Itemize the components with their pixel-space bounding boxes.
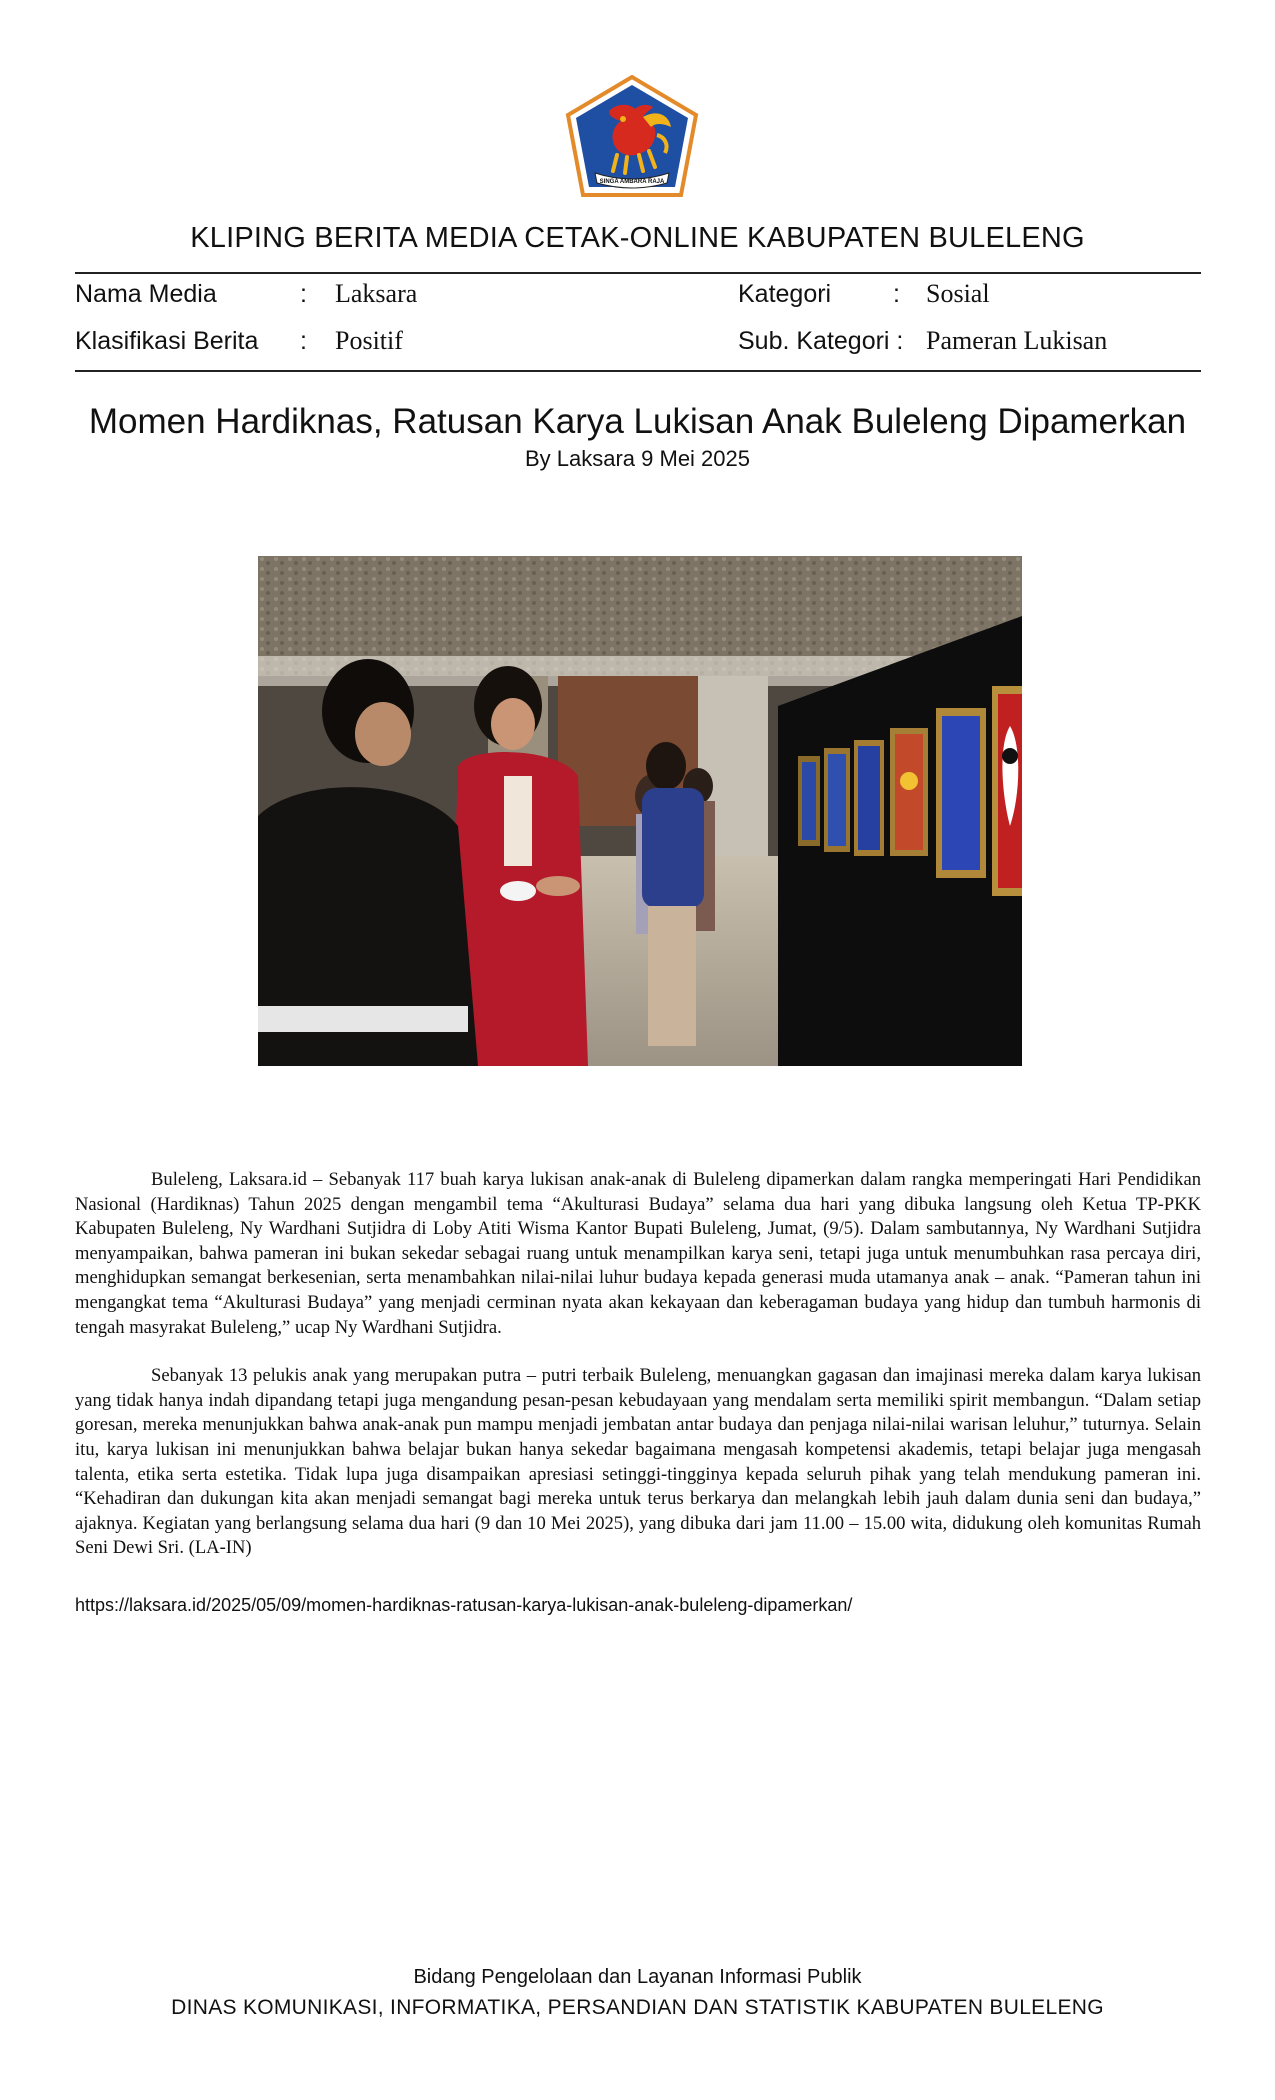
header-rule-top — [75, 272, 1201, 274]
logo-motto: SINGA AMBARA RAJA — [599, 179, 665, 185]
nama-media-colon: : — [300, 280, 307, 308]
footer-agency: DINAS KOMUNIKASI, INFORMATIKA, PERSANDIAN DAN STATISTIK KABUPATEN BULELENG — [171, 1996, 1104, 2019]
meta-kategori — [738, 278, 1198, 310]
meta-klasifikasi — [75, 325, 675, 357]
meta-nama-media — [75, 278, 675, 310]
sub-kategori-label: Sub. Kategori : — [738, 327, 904, 355]
meta-sub-kategori — [738, 325, 1198, 357]
kategori-value: Sosial — [926, 279, 990, 308]
article-source-url: https://laksara.id/2025/05/09/momen-hardiknas-ratusan-karya-lukisan-anak-buleleng-dipamerkan/ — [75, 1595, 853, 1615]
klasifikasi-colon: : — [300, 327, 307, 355]
article-title: Momen Hardiknas, Ratusan Karya Lukisan Anak Buleleng Dipamerkan — [88, 402, 1187, 441]
article-body — [75, 1168, 1201, 1585]
exhibition-photo — [258, 556, 1022, 1066]
article-paragraph-2: Sebanyak 13 pelukis anak yang merupakan putra – putri terbaik Buleleng, menuangkan gagasan dan imajinasi mereka dalam karya lukisan yang tidak hanya indah dipandang tetapi juga mengandung pesan-pesan kebudayaan yang mendalam serta memiliki spirit membangun. “Dalam setiap goresan, mereka menunjukkan bahwa anak-anak pun mampu menjadi jembatan antar budaya dan penjaga nilai-nilai warisan leluhur,” tuturnya. Selain itu, karya lukisan ini menunjukkan bahwa belajar bukan hanya sekedar bagaimana mengasah kompetensi akademis, tetapi belajar juga mengasah talenta, etika serta estetika. Tidak lupa juga disampaikan apresiasi setinggi-tingginya kepada seluruh pihak yang telah mendukung pameran ini. “Kehadiran dan dukungan kita akan menjadi semangat bagi mereka untuk terus berkarya dan melangkah lebih jauh dalam dunia seni dan budaya,” ajaknya. Kegiatan yang berlangsung selama dua hari (9 dan 10 Mei 2025), yang dibuka dari jam 11.00 – 15.00 wita, didukung oleh komunitas Rumah Seni Dewi Sri. (LA-IN) — [75, 1365, 1201, 1559]
article-byline: By Laksara 9 Mei 2025 — [524, 446, 751, 471]
nama-media-value: Laksara — [335, 279, 418, 308]
article-paragraph-1: Buleleng, Laksara.id – Sebanyak 117 buah karya lukisan anak-anak di Buleleng dipamerkan dalam rangka memperingati Hari Pendidikan Nasional (Hardiknas) Tahun 2025 dengan mengambil tema “Akulturasi Budaya” selama dua hari yang dibuka langsung oleh Ketua TP-PKK Kabupaten Buleleng, Ny Wardhani Sutjidra di Loby Atiti Wisma Kantor Bupati Buleleng, Jumat, (9/5). Dalam sambutannya, Ny Wardhani Sutjidra menyampaikan, bahwa pameran ini bukan sekedar sebagai ruang untuk menampilkan karya seni, tetapi juga untuk menumbuhkan rasa percaya diri, menghidupkan semangat berkesenian, serta menambahkan nilai-nilai luhur budaya kepada generasi muda utamanya anak – anak. “Pameran tahun ini mengangkat tema “Akulturasi Budaya” yang menjadi cerminan nyata akan kekayaan dan keberagaman budaya yang hidup dan tumbuh harmonis di tengah masyrakat Buleleng,” ucap Ny Wardhani Sutjidra. — [75, 1169, 1201, 1338]
buleleng-emblem-icon — [565, 75, 699, 199]
klasifikasi-label: Klasifikasi Berita — [75, 327, 259, 355]
klasifikasi-value: Positif — [335, 326, 403, 355]
kategori-colon: : — [893, 280, 900, 308]
document-header-title: KLIPING BERITA MEDIA CETAK-ONLINE KABUPATEN BULELENG — [190, 222, 1085, 254]
nama-media-label: Nama Media — [75, 280, 217, 308]
kategori-label: Kategori — [738, 280, 832, 308]
sub-kategori-value: Pameran Lukisan — [926, 326, 1108, 355]
header-rule-bottom — [75, 370, 1201, 372]
footer-division: Bidang Pengelolaan dan Layanan Informasi Publik — [413, 1966, 862, 1988]
